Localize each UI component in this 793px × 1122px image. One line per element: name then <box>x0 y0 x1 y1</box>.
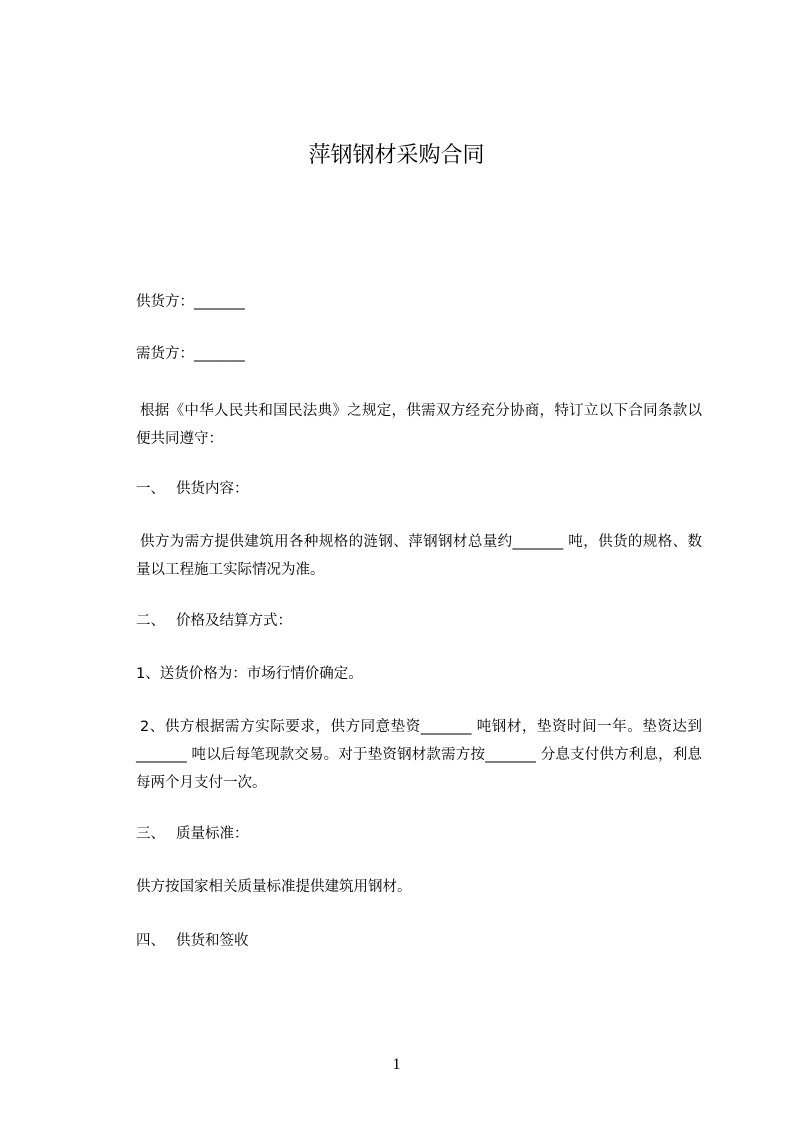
section2-item-1: 1、送货价格为：市场行情价确定。 <box>136 666 363 682</box>
section-heading-4 <box>136 931 249 951</box>
section-title: 价格及结算方式： <box>176 613 292 629</box>
document-title: 萍钢钢材采购合同 <box>308 143 485 168</box>
section-heading-2 <box>136 611 292 631</box>
section-heading-3 <box>136 824 249 844</box>
section-title: 供货和签收 <box>176 933 249 949</box>
section-heading-1 <box>136 479 249 499</box>
section-title: 供货内容： <box>176 481 249 497</box>
section-title: 质量标准： <box>176 826 249 842</box>
section-number: 二、 <box>136 613 165 629</box>
section2-item-2: 2、供方根据需方实际要求，供方同意垫资_______ 吨钢材，垫资时间一年。垫资达到_______ 吨以后每笔现款交易。对于垫资钢材款需方按_______ 分息支付供方利息，利息每两个月支付一次。 <box>136 719 702 791</box>
preamble-paragraph: 根据《中华人民共和国民法典》之规定，供需双方经充分协商，特订立以下合同条款以便共同遵守： <box>136 403 702 447</box>
buyer-line: 需货方：_______ <box>136 346 245 362</box>
section-number: 四、 <box>136 933 165 949</box>
section1-paragraph: 供方为需方提供建筑用各种规格的涟钢、萍钢钢材总量约_______ 吨，供货的规格、数量以工程施工实际情况为准。 <box>136 534 702 578</box>
section3-paragraph: 供方按国家相关质量标准提供建筑用钢材。 <box>136 879 412 895</box>
supplier-line: 供货方：_______ <box>136 294 245 310</box>
section-number: 一、 <box>136 481 165 497</box>
page-number: 1 <box>392 1056 401 1073</box>
section-number: 三、 <box>136 826 165 842</box>
